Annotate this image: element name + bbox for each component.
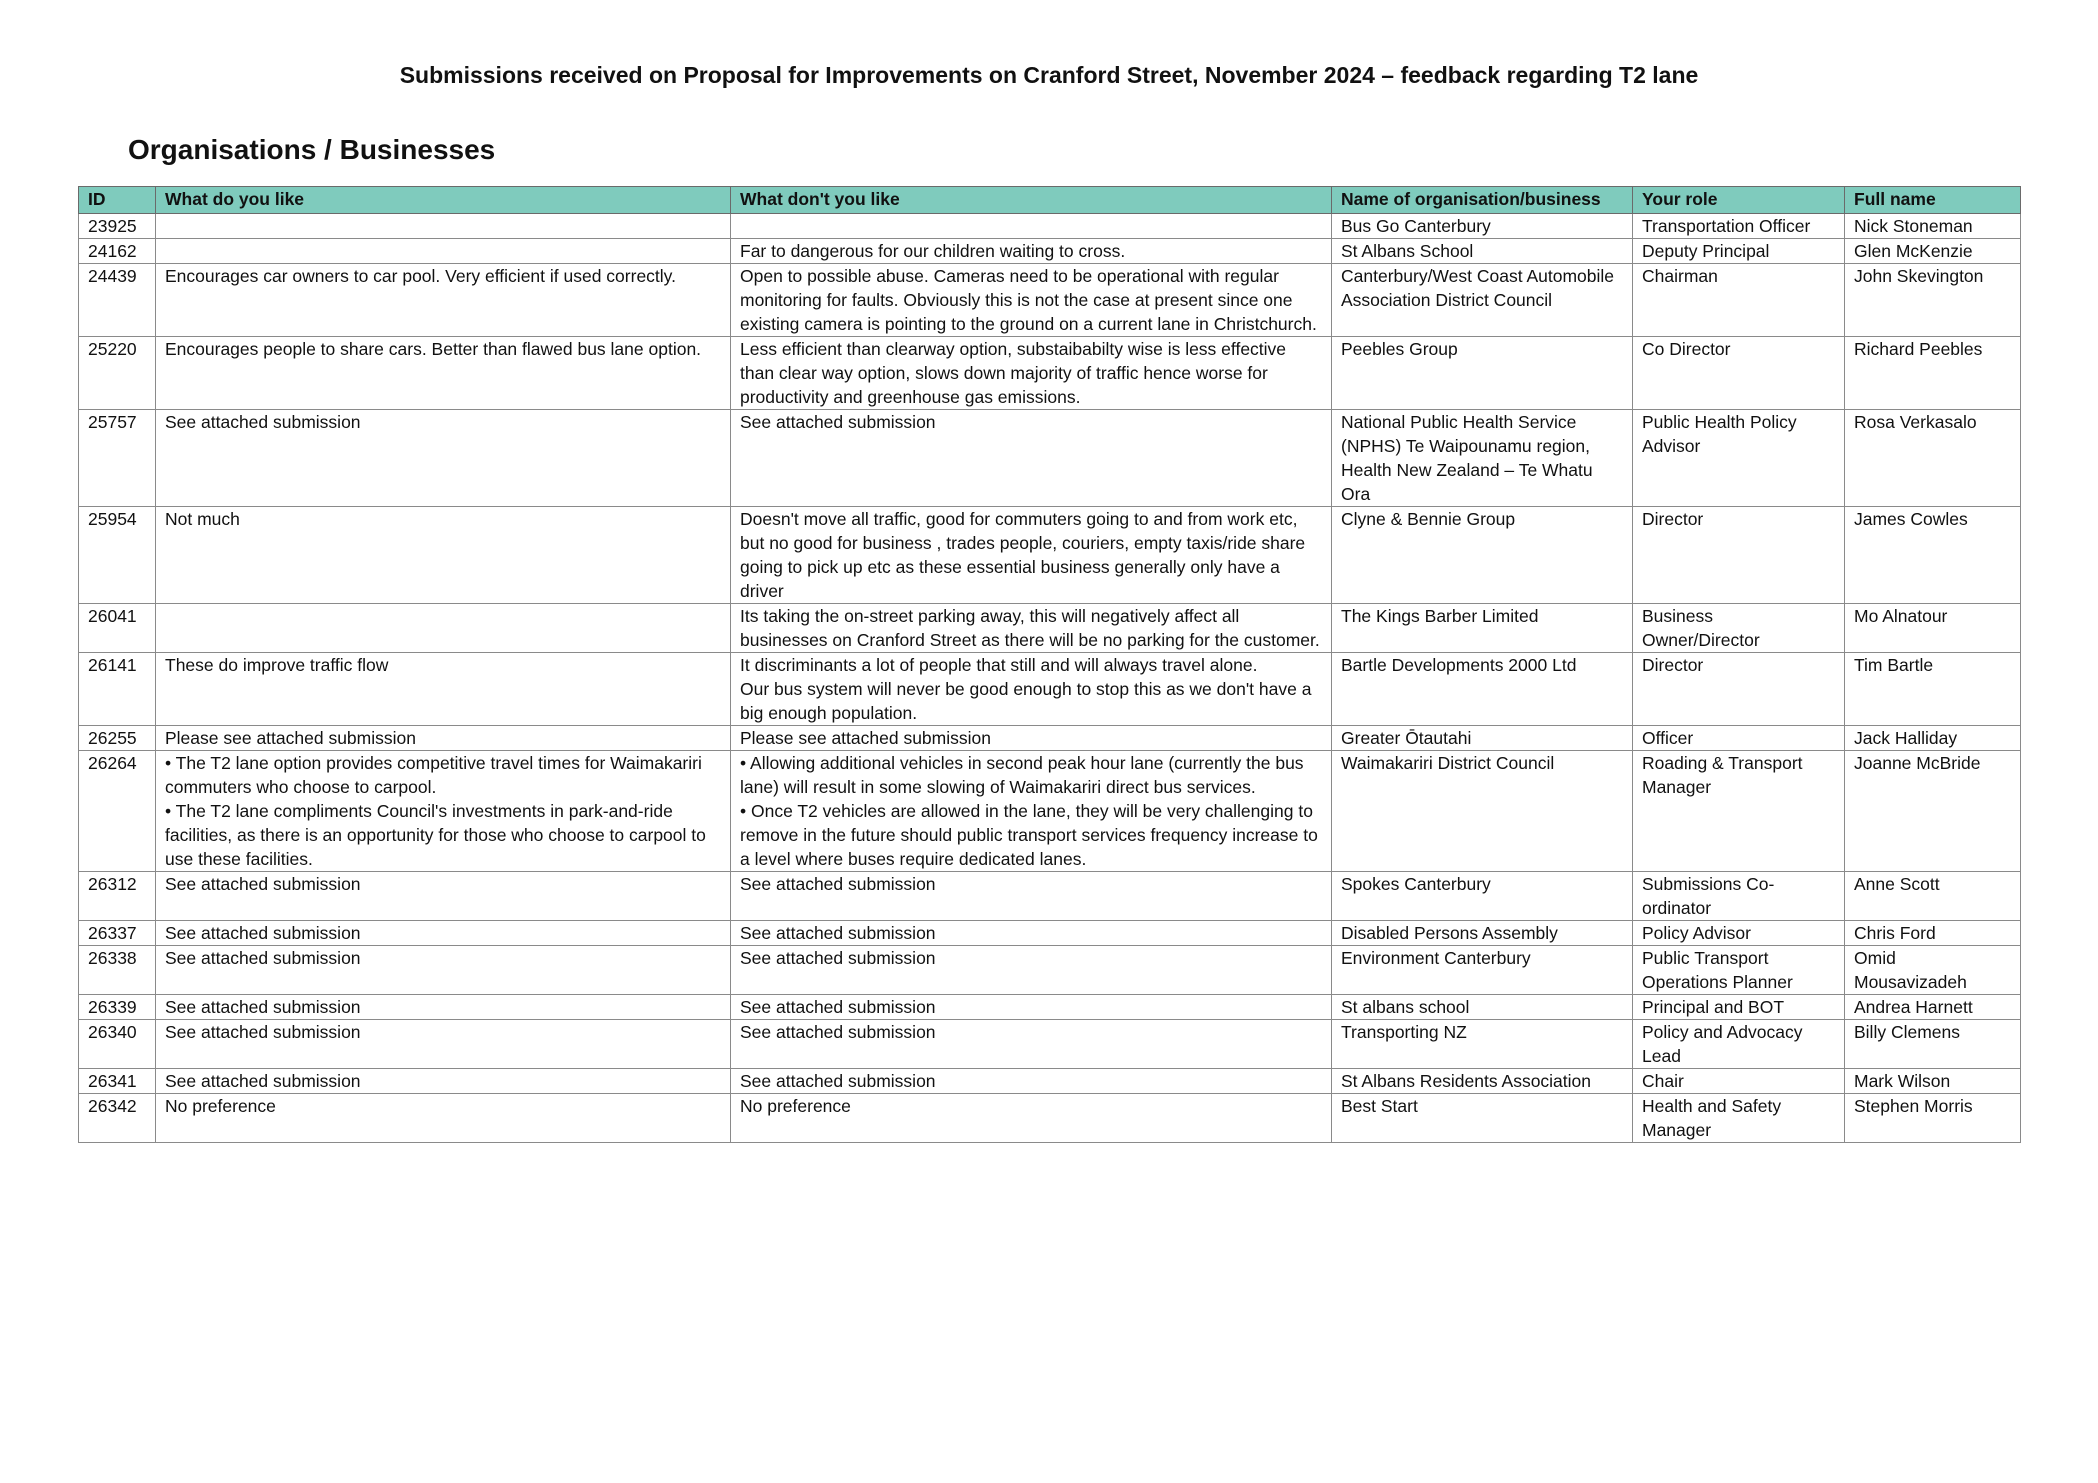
cell-organisation: Disabled Persons Assembly [1332, 921, 1633, 946]
submissions-table [78, 186, 2021, 1143]
cell-organisation: National Public Health Service (NPHS) Te Waipounamu region, Health New Zealand – Te Whatu Ora [1332, 410, 1633, 507]
cell-full-name: Omid Mousavizadeh [1845, 946, 2021, 995]
cell-full-name: Billy Clemens [1845, 1020, 2021, 1069]
cell-id: 26341 [79, 1069, 156, 1094]
cell-what-you-dont-like: Doesn't move all traffic, good for commuters going to and from work etc, but no good for business , trades people, couriers, empty taxis/ride share going to pick up etc as these essential business generally only have a driver [731, 507, 1332, 604]
cell-organisation: St Albans School [1332, 239, 1633, 264]
cell-id: 26312 [79, 872, 156, 921]
table-row [79, 1069, 2021, 1094]
cell-organisation: Peebles Group [1332, 337, 1633, 410]
cell-what-you-dont-like [731, 214, 1332, 239]
cell-id: 25757 [79, 410, 156, 507]
cell-what-you-dont-like: No preference [731, 1094, 1332, 1143]
cell-role: Transportation Officer [1633, 214, 1845, 239]
table-row [79, 726, 2021, 751]
cell-what-you-like: See attached submission [156, 946, 731, 995]
cell-id: 26337 [79, 921, 156, 946]
cell-full-name: Mark Wilson [1845, 1069, 2021, 1094]
cell-what-you-dont-like: Far to dangerous for our children waiting to cross. [731, 239, 1332, 264]
table-row [79, 872, 2021, 921]
cell-id: 26340 [79, 1020, 156, 1069]
table-row [79, 239, 2021, 264]
table-row [79, 653, 2021, 726]
cell-id: 26339 [79, 995, 156, 1020]
table-body [79, 214, 2021, 1143]
cell-what-you-dont-like: See attached submission [731, 946, 1332, 995]
table-row [79, 751, 2021, 872]
table-row [79, 604, 2021, 653]
cell-full-name: Anne Scott [1845, 872, 2021, 921]
header-id: ID [79, 187, 156, 214]
cell-full-name: Stephen Morris [1845, 1094, 2021, 1143]
table-row [79, 264, 2021, 337]
cell-what-you-dont-like: See attached submission [731, 872, 1332, 921]
cell-what-you-like: Not much [156, 507, 731, 604]
cell-organisation: Bartle Developments 2000 Ltd [1332, 653, 1633, 726]
cell-what-you-dont-like: Please see attached submission [731, 726, 1332, 751]
cell-what-you-dont-like: Its taking the on-street parking away, this will negatively affect all businesses on Cranford Street as there will be no parking for the customer. [731, 604, 1332, 653]
cell-what-you-like: See attached submission [156, 410, 731, 507]
cell-role: Co Director [1633, 337, 1845, 410]
cell-what-you-like: No preference [156, 1094, 731, 1143]
table-header-row [79, 187, 2021, 214]
cell-id: 26041 [79, 604, 156, 653]
cell-id: 26338 [79, 946, 156, 995]
cell-full-name: Andrea Harnett [1845, 995, 2021, 1020]
cell-role: Principal and BOT [1633, 995, 1845, 1020]
cell-what-you-like: Encourages car owners to car pool. Very efficient if used correctly. [156, 264, 731, 337]
cell-organisation: Canterbury/West Coast Automobile Association District Council [1332, 264, 1633, 337]
table-row [79, 1020, 2021, 1069]
cell-role: Business Owner/Director [1633, 604, 1845, 653]
table-row [79, 921, 2021, 946]
cell-id: 26141 [79, 653, 156, 726]
cell-organisation: Best Start [1332, 1094, 1633, 1143]
cell-full-name: John Skevington [1845, 264, 2021, 337]
cell-organisation: St albans school [1332, 995, 1633, 1020]
cell-what-you-like [156, 214, 731, 239]
cell-what-you-dont-like: See attached submission [731, 921, 1332, 946]
cell-what-you-like: See attached submission [156, 872, 731, 921]
document-title: Submissions received on Proposal for Improvements on Cranford Street, November 2024 – feedback regarding T2 lane [399, 62, 1699, 88]
cell-what-you-like: See attached submission [156, 1020, 731, 1069]
cell-role: Public Transport Operations Planner [1633, 946, 1845, 995]
header-what-you-like: What do you like [156, 187, 731, 214]
cell-full-name: Rosa Verkasalo [1845, 410, 2021, 507]
cell-what-you-dont-like: It discriminants a lot of people that still and will always travel alone. Our bus system will never be good enough to stop this as we don't have a big enough population. [731, 653, 1332, 726]
cell-what-you-dont-like: See attached submission [731, 1020, 1332, 1069]
cell-id: 25220 [79, 337, 156, 410]
cell-id: 24162 [79, 239, 156, 264]
cell-role: Submissions Co-ordinator [1633, 872, 1845, 921]
cell-what-you-dont-like: See attached submission [731, 995, 1332, 1020]
cell-id: 26342 [79, 1094, 156, 1143]
section-heading: Organisations / Businesses [128, 134, 496, 165]
cell-what-you-dont-like: Less efficient than clearway option, substaibabilty wise is less effective than clear way option, slows down majority of traffic hence worse for productivity and greenhouse gas emissions. [731, 337, 1332, 410]
cell-what-you-like: Encourages people to share cars. Better than flawed bus lane option. [156, 337, 731, 410]
cell-what-you-like: See attached submission [156, 995, 731, 1020]
cell-id: 24439 [79, 264, 156, 337]
cell-full-name: Joanne McBride [1845, 751, 2021, 872]
table-row [79, 1094, 2021, 1143]
cell-role: Director [1633, 653, 1845, 726]
table-row [79, 410, 2021, 507]
cell-what-you-dont-like: See attached submission [731, 410, 1332, 507]
cell-what-you-like [156, 604, 731, 653]
cell-what-you-dont-like: Open to possible abuse. Cameras need to be operational with regular monitoring for faults. Obviously this is not the case at present since one existing camera is pointing to the ground on a current lane in Christchurch. [731, 264, 1332, 337]
cell-organisation: Spokes Canterbury [1332, 872, 1633, 921]
cell-role: Public Health Policy Advisor [1633, 410, 1845, 507]
cell-organisation: Greater Ōtautahi [1332, 726, 1633, 751]
cell-id: 26264 [79, 751, 156, 872]
cell-role: Policy Advisor [1633, 921, 1845, 946]
cell-full-name: Richard Peebles [1845, 337, 2021, 410]
cell-full-name: Chris Ford [1845, 921, 2021, 946]
cell-full-name: Nick Stoneman [1845, 214, 2021, 239]
header-full-name: Full name [1845, 187, 2021, 214]
cell-organisation: The Kings Barber Limited [1332, 604, 1633, 653]
cell-what-you-like: See attached submission [156, 1069, 731, 1094]
cell-role: Chair [1633, 1069, 1845, 1094]
cell-role: Policy and Advocacy Lead [1633, 1020, 1845, 1069]
cell-what-you-dont-like: • Allowing additional vehicles in second peak hour lane (currently the bus lane) will result in some slowing of Waimakariri direct bus services. • Once T2 vehicles are allowed in the lane, they will be very challenging to remove in the future should public transport services frequency increase to a level where buses require dedicated lanes. [731, 751, 1332, 872]
cell-organisation: Clyne & Bennie Group [1332, 507, 1633, 604]
cell-role: Deputy Principal [1633, 239, 1845, 264]
table-row [79, 995, 2021, 1020]
cell-id: 23925 [79, 214, 156, 239]
cell-id: 26255 [79, 726, 156, 751]
cell-organisation: Waimakariri District Council [1332, 751, 1633, 872]
cell-organisation: Transporting NZ [1332, 1020, 1633, 1069]
header-role: Your role [1633, 187, 1845, 214]
cell-organisation: St Albans Residents Association [1332, 1069, 1633, 1094]
cell-full-name: Jack Halliday [1845, 726, 2021, 751]
cell-full-name: Mo Alnatour [1845, 604, 2021, 653]
cell-what-you-like: These do improve traffic flow [156, 653, 731, 726]
cell-role: Chairman [1633, 264, 1845, 337]
table-row [79, 337, 2021, 410]
table-row [79, 507, 2021, 604]
cell-id: 25954 [79, 507, 156, 604]
cell-role: Officer [1633, 726, 1845, 751]
cell-what-you-dont-like: See attached submission [731, 1069, 1332, 1094]
cell-role: Health and Safety Manager [1633, 1094, 1845, 1143]
cell-what-you-like [156, 239, 731, 264]
cell-role: Director [1633, 507, 1845, 604]
cell-organisation: Environment Canterbury [1332, 946, 1633, 995]
cell-what-you-like: Please see attached submission [156, 726, 731, 751]
cell-full-name: Glen McKenzie [1845, 239, 2021, 264]
table-row [79, 946, 2021, 995]
cell-what-you-like: See attached submission [156, 921, 731, 946]
table-row [79, 214, 2021, 239]
header-organisation: Name of organisation/business [1332, 187, 1633, 214]
cell-full-name: James Cowles [1845, 507, 2021, 604]
cell-full-name: Tim Bartle [1845, 653, 2021, 726]
cell-role: Roading & Transport Manager [1633, 751, 1845, 872]
cell-what-you-like: • The T2 lane option provides competitive travel times for Waimakariri commuters who choose to carpool. • The T2 lane compliments Council's investments in park-and-ride facilities, as there is an opportunity for those who choose to carpool to use these facilities. [156, 751, 731, 872]
cell-organisation: Bus Go Canterbury [1332, 214, 1633, 239]
header-what-you-dont-like: What don't you like [731, 187, 1332, 214]
